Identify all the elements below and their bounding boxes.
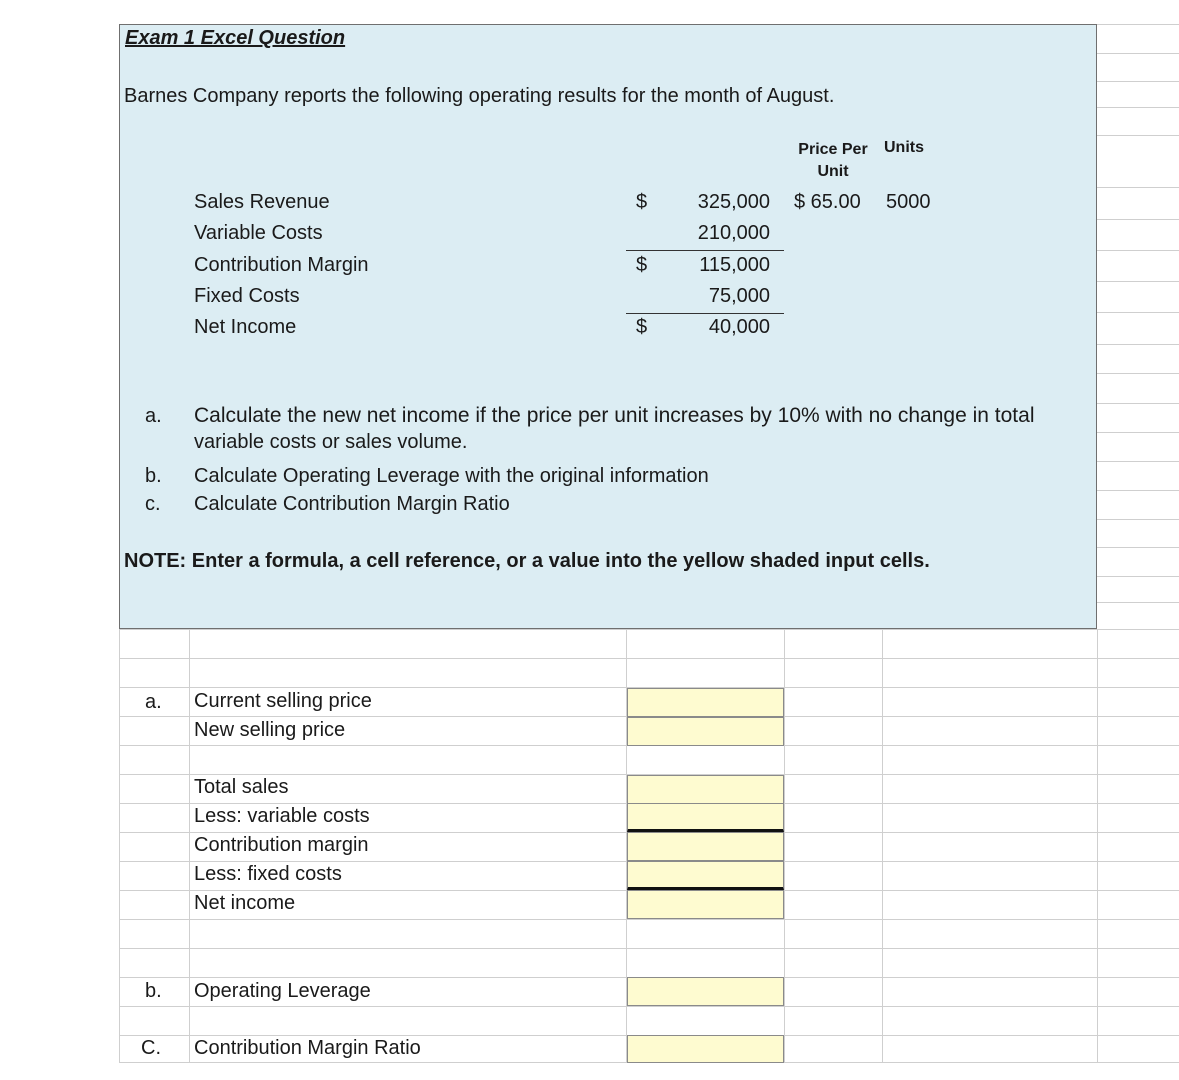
contribution-margin-ratio-label: Contribution Margin Ratio: [194, 1037, 421, 1059]
total-sales-input[interactable]: [627, 775, 784, 804]
row-amount: 325,000: [697, 191, 770, 213]
operating-leverage-input[interactable]: [627, 977, 784, 1006]
net-income-input[interactable]: [627, 890, 784, 919]
answer-letter-b: b.: [145, 980, 162, 1002]
row-label: Net Income: [194, 316, 297, 338]
row-amount: 40,000: [708, 316, 770, 338]
answer-letter-c: C.: [141, 1037, 161, 1059]
current-selling-price-label: Current selling price: [194, 690, 372, 712]
note-text: NOTE: Enter a formula, a cell reference, or a value into the yellow shaded input cells.: [124, 550, 930, 572]
row-amount: 115,000: [699, 254, 770, 276]
variable-costs-label: Less: variable costs: [194, 805, 370, 827]
new-selling-price-label: New selling price: [194, 719, 346, 741]
new-selling-price-input[interactable]: [627, 717, 784, 746]
current-selling-price-input[interactable]: [627, 688, 784, 717]
header-units: Units: [884, 139, 924, 156]
contribution-margin-input[interactable]: [627, 832, 784, 861]
question-letter: c.: [145, 493, 161, 515]
row-label: Variable Costs: [194, 222, 323, 244]
exam-title: Exam 1 Excel Question: [125, 27, 346, 49]
row-label: Contribution Margin: [194, 254, 369, 276]
total-sales-label: Total sales: [194, 776, 289, 798]
underline: [626, 313, 784, 314]
row-label: Sales Revenue: [194, 191, 330, 213]
contribution-margin-ratio-input[interactable]: [627, 1035, 784, 1063]
question-text: Calculate the new net income if the price per unit increases by 10% with no change in total: [194, 404, 1035, 427]
units-value: 5000: [886, 191, 931, 213]
intro-text: Barnes Company reports the following operating results for the month of August.: [124, 85, 835, 107]
contribution-margin-label: Contribution margin: [194, 834, 369, 856]
fixed-costs-input[interactable]: [627, 861, 784, 890]
variable-costs-input[interactable]: [627, 803, 784, 832]
dollar-sign: $: [636, 254, 648, 276]
question-letter: b.: [145, 465, 162, 487]
header-price-per-unit: Price Per Unit: [798, 141, 868, 180]
operating-leverage-label: Operating Leverage: [194, 980, 371, 1002]
question-letter: a.: [145, 405, 162, 427]
price-per-unit-value: $ 65.00: [794, 191, 861, 213]
answer-letter-a: a.: [145, 691, 162, 713]
dollar-sign: $: [636, 316, 648, 338]
row-amount: 75,000: [708, 285, 770, 307]
dollar-sign: $: [636, 191, 648, 213]
question-text-continued: variable costs or sales volume.: [194, 431, 468, 453]
net-income-label: Net income: [194, 892, 296, 914]
underline: [626, 250, 784, 251]
question-text: Calculate Contribution Margin Ratio: [194, 493, 510, 515]
question-text: Calculate Operating Leverage with the original information: [194, 465, 709, 487]
fixed-costs-label: Less: fixed costs: [194, 863, 342, 885]
row-amount: 210,000: [697, 222, 770, 244]
row-label: Fixed Costs: [194, 285, 300, 307]
